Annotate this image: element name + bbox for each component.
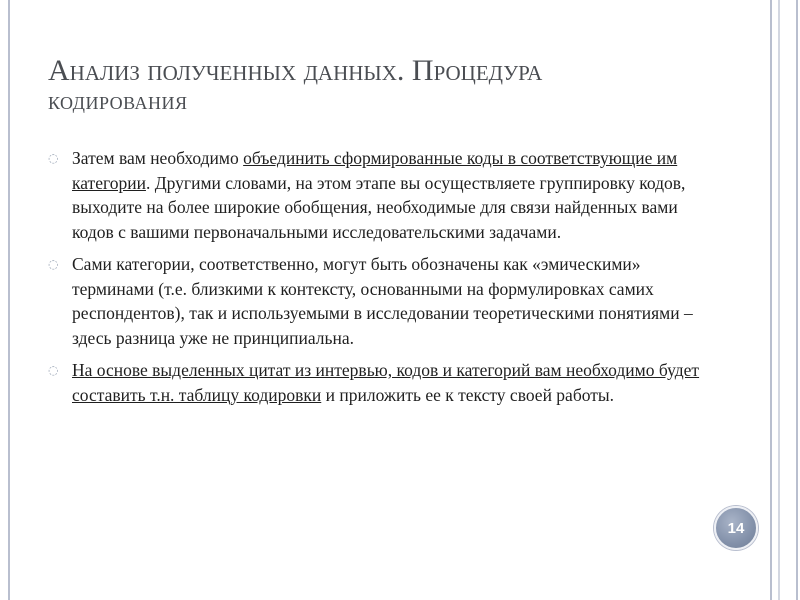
bullet-item-2 — [48, 252, 708, 350]
right-frame-inner-line — [778, 0, 780, 600]
bullet-1-pre: Затем вам необходимо — [72, 148, 244, 168]
slide-title-line-2: кодирования — [48, 86, 188, 115]
slide-content — [48, 146, 708, 415]
bullet-1-post: . Другими словами, на этом этапе вы осуществляете группировку кодов, выходите на более широкие обобщения, необходимые для связи найденных вами кодов с вашими первоначальными исследовательскими задачами. — [72, 172, 686, 242]
slide-title — [48, 56, 748, 116]
bullet-marker-icon: ◌ — [48, 363, 59, 377]
bullet-1-underlined: объединить сформированные коды в соответствующие им категории — [72, 148, 678, 193]
right-frame-border — [770, 0, 798, 600]
bullet-item-1 — [48, 146, 708, 244]
bullet-marker-icon: ◌ — [48, 151, 59, 165]
left-frame-line — [8, 0, 10, 600]
bullet-3-post: и приложить ее к тексту своей работы. — [321, 384, 615, 405]
bullet-item-3 — [48, 358, 708, 407]
bullet-marker-icon: ◌ — [48, 257, 59, 271]
slide-title-line-1: Анализ полученных данных. Процедура — [48, 54, 543, 87]
bullet-2-text: Сами категории, соответственно, могут быть обозначены как «эмическими» терминами (т.е. близкими к контексту, основанными на формулировках самих респондентов), так и используемыми в исследовании теоретическими понятиями – здесь разница уже не принципиальна. — [72, 254, 693, 348]
page-number-badge: 14 — [714, 506, 758, 550]
bullet-3-underlined: На основе выделенных цитат из интервью, кодов и категорий вам необходимо будет составить т.н. таблицу кодировки — [72, 360, 700, 405]
